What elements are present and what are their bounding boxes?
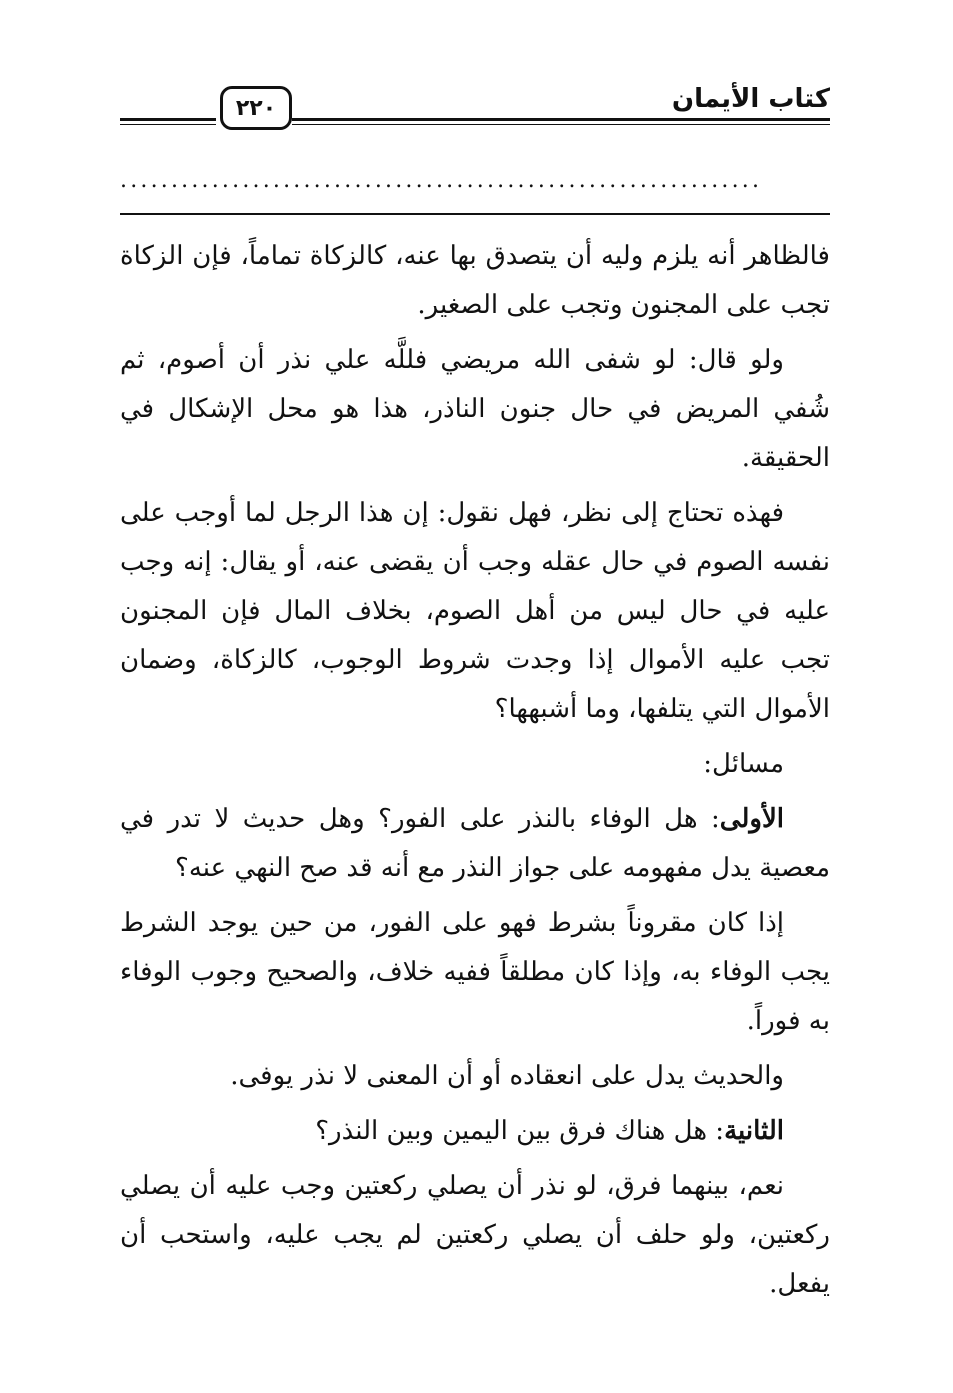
page-body bbox=[120, 232, 830, 1315]
paragraph-1: فالظاهر أنه يلزم وليه أن يتصدق بها عنه، كالزكاة تماماً، فإن الزكاة تجب على المجنون وتجب على الصغير. bbox=[120, 241, 830, 320]
question-1-label: الأولى bbox=[719, 804, 784, 834]
question-2 bbox=[120, 1107, 830, 1156]
header-rule-thin-right bbox=[292, 124, 830, 125]
question-2-label: الثانية bbox=[724, 1116, 784, 1146]
answer-1: إذا كان مقروناً بشرط فهو على الفور، من حين يوجد الشرط يجب الوفاء به، وإذا كان مطلقاً ففيه خلاف، والصحيح وجوب الوفاء به فوراً. bbox=[120, 908, 830, 1036]
page-header bbox=[120, 80, 830, 132]
ellipsis-dots: ............................................................... bbox=[120, 168, 763, 193]
paragraph-3: فهذه تحتاج إلى نظر، فهل نقول: إن هذا الرجل لما أوجب على نفسه الصوم في حال عقله وجب أن يقضى عنه، أو يقال: إنه وجب عليه في حال ليس من أهل الصوم، بخلاف المال فإن المجنون تجب عليه الأموال إذا وجدت شروط الوجوب، كالزكاة، وضمان الأموال التي يتلفها، وما أشبهها؟ bbox=[120, 498, 830, 724]
question-1 bbox=[120, 795, 830, 893]
paragraph-2: ولو قال: لو شفى الله مريضي فللَّه علي نذر أن أصوم، ثم شُفي المريض في حال جنون الناذر، هذا هو محل الإشكال في الحقيقة. bbox=[120, 345, 830, 473]
header-rule-thin-left bbox=[120, 124, 216, 125]
answer-2: نعم، بينهما فرق، لو نذر أن يصلي ركعتين وجب عليه أن يصلي ركعتين، ولو حلف أن يصلي ركعتين لم يجب عليه، واستحب أن يفعل. bbox=[120, 1171, 830, 1299]
header-rule-thick-right bbox=[292, 118, 830, 121]
header-rule-thick-left bbox=[120, 118, 216, 121]
question-1-text: : هل الوفاء بالنذر على الفور؟ وهل حديث لا تدر في معصية يدل مفهومه على جواز النذر مع أنه قد صح النهي عنه؟ bbox=[120, 804, 830, 883]
footnote-separator bbox=[120, 213, 830, 215]
question-2-text: : هل هناك فرق بين اليمين وبين النذر؟ bbox=[315, 1116, 725, 1146]
book-title: كتاب الأيمان bbox=[671, 84, 830, 114]
masail-heading: مسائل: bbox=[703, 749, 784, 779]
page-number: ٢٢٠ bbox=[220, 86, 292, 130]
answer-1-hadith: والحديث يدل على انعقاده أو أن المعنى لا نذر يوفى. bbox=[230, 1061, 784, 1091]
